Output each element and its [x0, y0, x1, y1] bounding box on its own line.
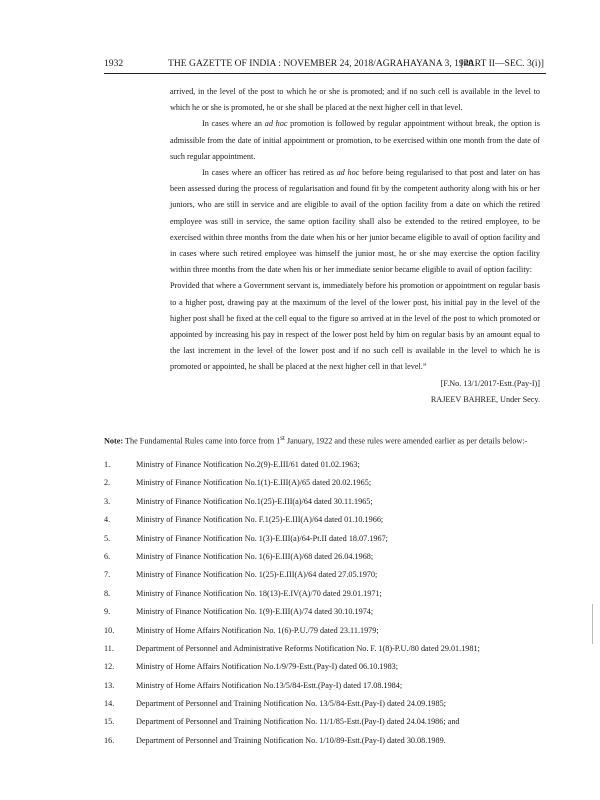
- list-item-text: Ministry of Finance Notification No.1(1)-E.III(A)/65 dated 20.02.1965;: [136, 478, 372, 488]
- list-item-text: Department of Personnel and Training Notification No. 11/1/85-Estt.(Pay-I) dated 24.04.1986; and: [136, 717, 460, 727]
- list-item-text: Ministry of Finance Notification No.2(9)-E.III/61 dated 01.02.1963;: [136, 460, 360, 469]
- list-item: [104, 698, 549, 716]
- file-number: [F.No. 13/1/2017-Estt.(Pay-I)]: [440, 378, 540, 388]
- list-item-number: 9.: [104, 607, 111, 617]
- list-item-number: 3.: [104, 496, 111, 506]
- list-item-text: Ministry of Home Affairs Notification No.13/5/84-Estt.(Pay-I) dated 17.08.1984;: [136, 680, 403, 690]
- list-item-number: 5.: [104, 533, 111, 543]
- list-item-text: Department of Personnel and Training Notification No. 13/5/84-Estt.(Pay-I) dated 24.09.1985;: [136, 699, 446, 709]
- paragraph-proviso: Provided that where a Government servant is, immediately before his promotion or appointment on regular basis to a higher post, drawing pay at the maximum of the level of the lower post, his initial pay in the level of the higher post shall be fixed at the cell equal to the figure so arrived at in the level of the post to which promoted or appointed by increasing his pay in respect of the lower post held by him on regular basis by an amount equal to the last increment in the level of the lower post and if no such cell is available in the level to which he is promoted or appointed, he shall be placed at the next higher cell in that level.”: [170, 281, 540, 372]
- paragraph-retired-ad-hoc: In cases where an officer has retired as ad hoc before being regularised to that post and later on has been assessed during the process of regularisation and found fit by the competent authority along with his or her juniors, who are still in service and are eligible to avail of the option facility from a date on which the retired employee was still in service, the same option facility shall also be extended to the retired employee, to be exercised within three months from the date when his or her junior became eligible to avail of option facility and in cases where such retired employee was himself the junior most, he or she may exercise the option facility within three months from the date when his or her immediate senior became eligible to avail of option facility:: [170, 168, 541, 275]
- list-item: [104, 716, 549, 734]
- list-item: [104, 735, 549, 753]
- list-item-number: 8.: [104, 588, 111, 598]
- list-item: [104, 514, 549, 532]
- ad-hoc-emphasis: ad hoc: [336, 168, 360, 178]
- list-item-number: 1.: [104, 460, 111, 469]
- paragraph-continuation: arrived, in the level of the post to which he or she is promoted; and if no such cell is available in the level to which he or she is promoted, he or she shall be placed at the next higher cell in that level.: [170, 87, 540, 113]
- list-item: [104, 533, 549, 551]
- list-item-text: Ministry of Finance Notification No. F.1(25)-E.III(A)/64 dated 01.10.1966;: [136, 515, 384, 525]
- list-item: [104, 551, 549, 569]
- list-item-number: 2.: [104, 478, 111, 488]
- list-item-number: 16.: [104, 735, 115, 745]
- list-item-number: 12.: [104, 662, 115, 672]
- list-item-text: Ministry of Home Affairs Notification No.1/9/79-Estt.(Pay-I) dated 06.10.1983;: [136, 662, 399, 672]
- list-item: [104, 459, 549, 477]
- gazette-title: THE GAZETTE OF INDIA : NOVEMBER 24, 2018/AGRAHAYANA 3, 1940: [168, 58, 474, 69]
- list-item-text: Ministry of Home Affairs Notification No. 1(6)-P.U./79 dated 23.11.1979;: [136, 625, 379, 635]
- list-item-text: Ministry of Finance Notification No. 1(25)-E.III(A)/64 dated 27.05.1970;: [136, 570, 378, 580]
- rule-text-body: [170, 84, 540, 408]
- list-item: [104, 643, 549, 661]
- page-header: [104, 58, 544, 72]
- list-item: [104, 477, 549, 495]
- list-item-text: Ministry of Finance Notification No. 1(6)-E.III(A)/68 dated 26.04.1968;: [136, 551, 374, 561]
- ad-hoc-emphasis: ad hoc: [264, 119, 288, 129]
- list-item-number: 15.: [104, 717, 115, 727]
- signatory: RAJEEV BAHREE, Under Secy.: [430, 394, 540, 404]
- part-section-label: [PART II—SEC. 3(i)]: [460, 58, 544, 69]
- list-item: [104, 606, 549, 624]
- list-item-number: 4.: [104, 515, 111, 525]
- list-item-text: Department of Personnel and Administrative Reforms Notification No. F. 1(8)-P.U./80 dated 29.01.1981;: [136, 643, 480, 653]
- list-item: [104, 680, 549, 698]
- list-item-text: Ministry of Finance Notification No. 18(13)-E.IV(A)/70 dated 29.01.1971;: [136, 588, 382, 598]
- list-item-text: Ministry of Finance Notification No. 1(9)-E.III(A)/74 dated 30.10.1974;: [136, 607, 374, 617]
- list-item: [104, 661, 549, 679]
- list-item-text: Department of Personnel and Training Notification No. 1/10/89-Estt.(Pay-I) dated 30.08.1989.: [136, 735, 446, 745]
- list-item: [104, 496, 549, 514]
- note-label: Note:: [104, 436, 124, 446]
- list-item-number: 14.: [104, 699, 115, 709]
- list-item: [104, 569, 549, 587]
- margin-scan-mark: [592, 604, 594, 644]
- list-item-text: Ministry of Finance Notification No.1(25)-E.III(a)/64 dated 30.11.1965;: [136, 496, 373, 506]
- page-number: 1932: [104, 58, 124, 69]
- paragraph-ad-hoc-promotion: In cases where an ad hoc promotion is followed by regular appointment without break, the option is admissible from the date of initial appointment or promotion, to be exercised within one month from the date of such regular appointment.: [170, 119, 540, 161]
- list-item: [104, 625, 549, 643]
- list-item-text: Ministry of Finance Notification No. 1(3)-E.III(a)/64-Pt.II dated 18.07.1967;: [136, 533, 388, 543]
- list-item-number: 6.: [104, 551, 111, 561]
- note-paragraph: Note: The Fundamental Rules came into force from 1st January, 1922 and these rules were amended earlier as per details below:-: [104, 435, 528, 446]
- ordinal-superscript: st: [280, 435, 285, 442]
- list-item-number: 7.: [104, 570, 111, 580]
- list-item-number: 13.: [104, 680, 115, 690]
- list-item-number: 11.: [104, 643, 114, 653]
- list-item: [104, 588, 549, 606]
- list-item-number: 10.: [104, 625, 115, 635]
- header-rule: [104, 73, 546, 74]
- amendment-list: [104, 459, 549, 753]
